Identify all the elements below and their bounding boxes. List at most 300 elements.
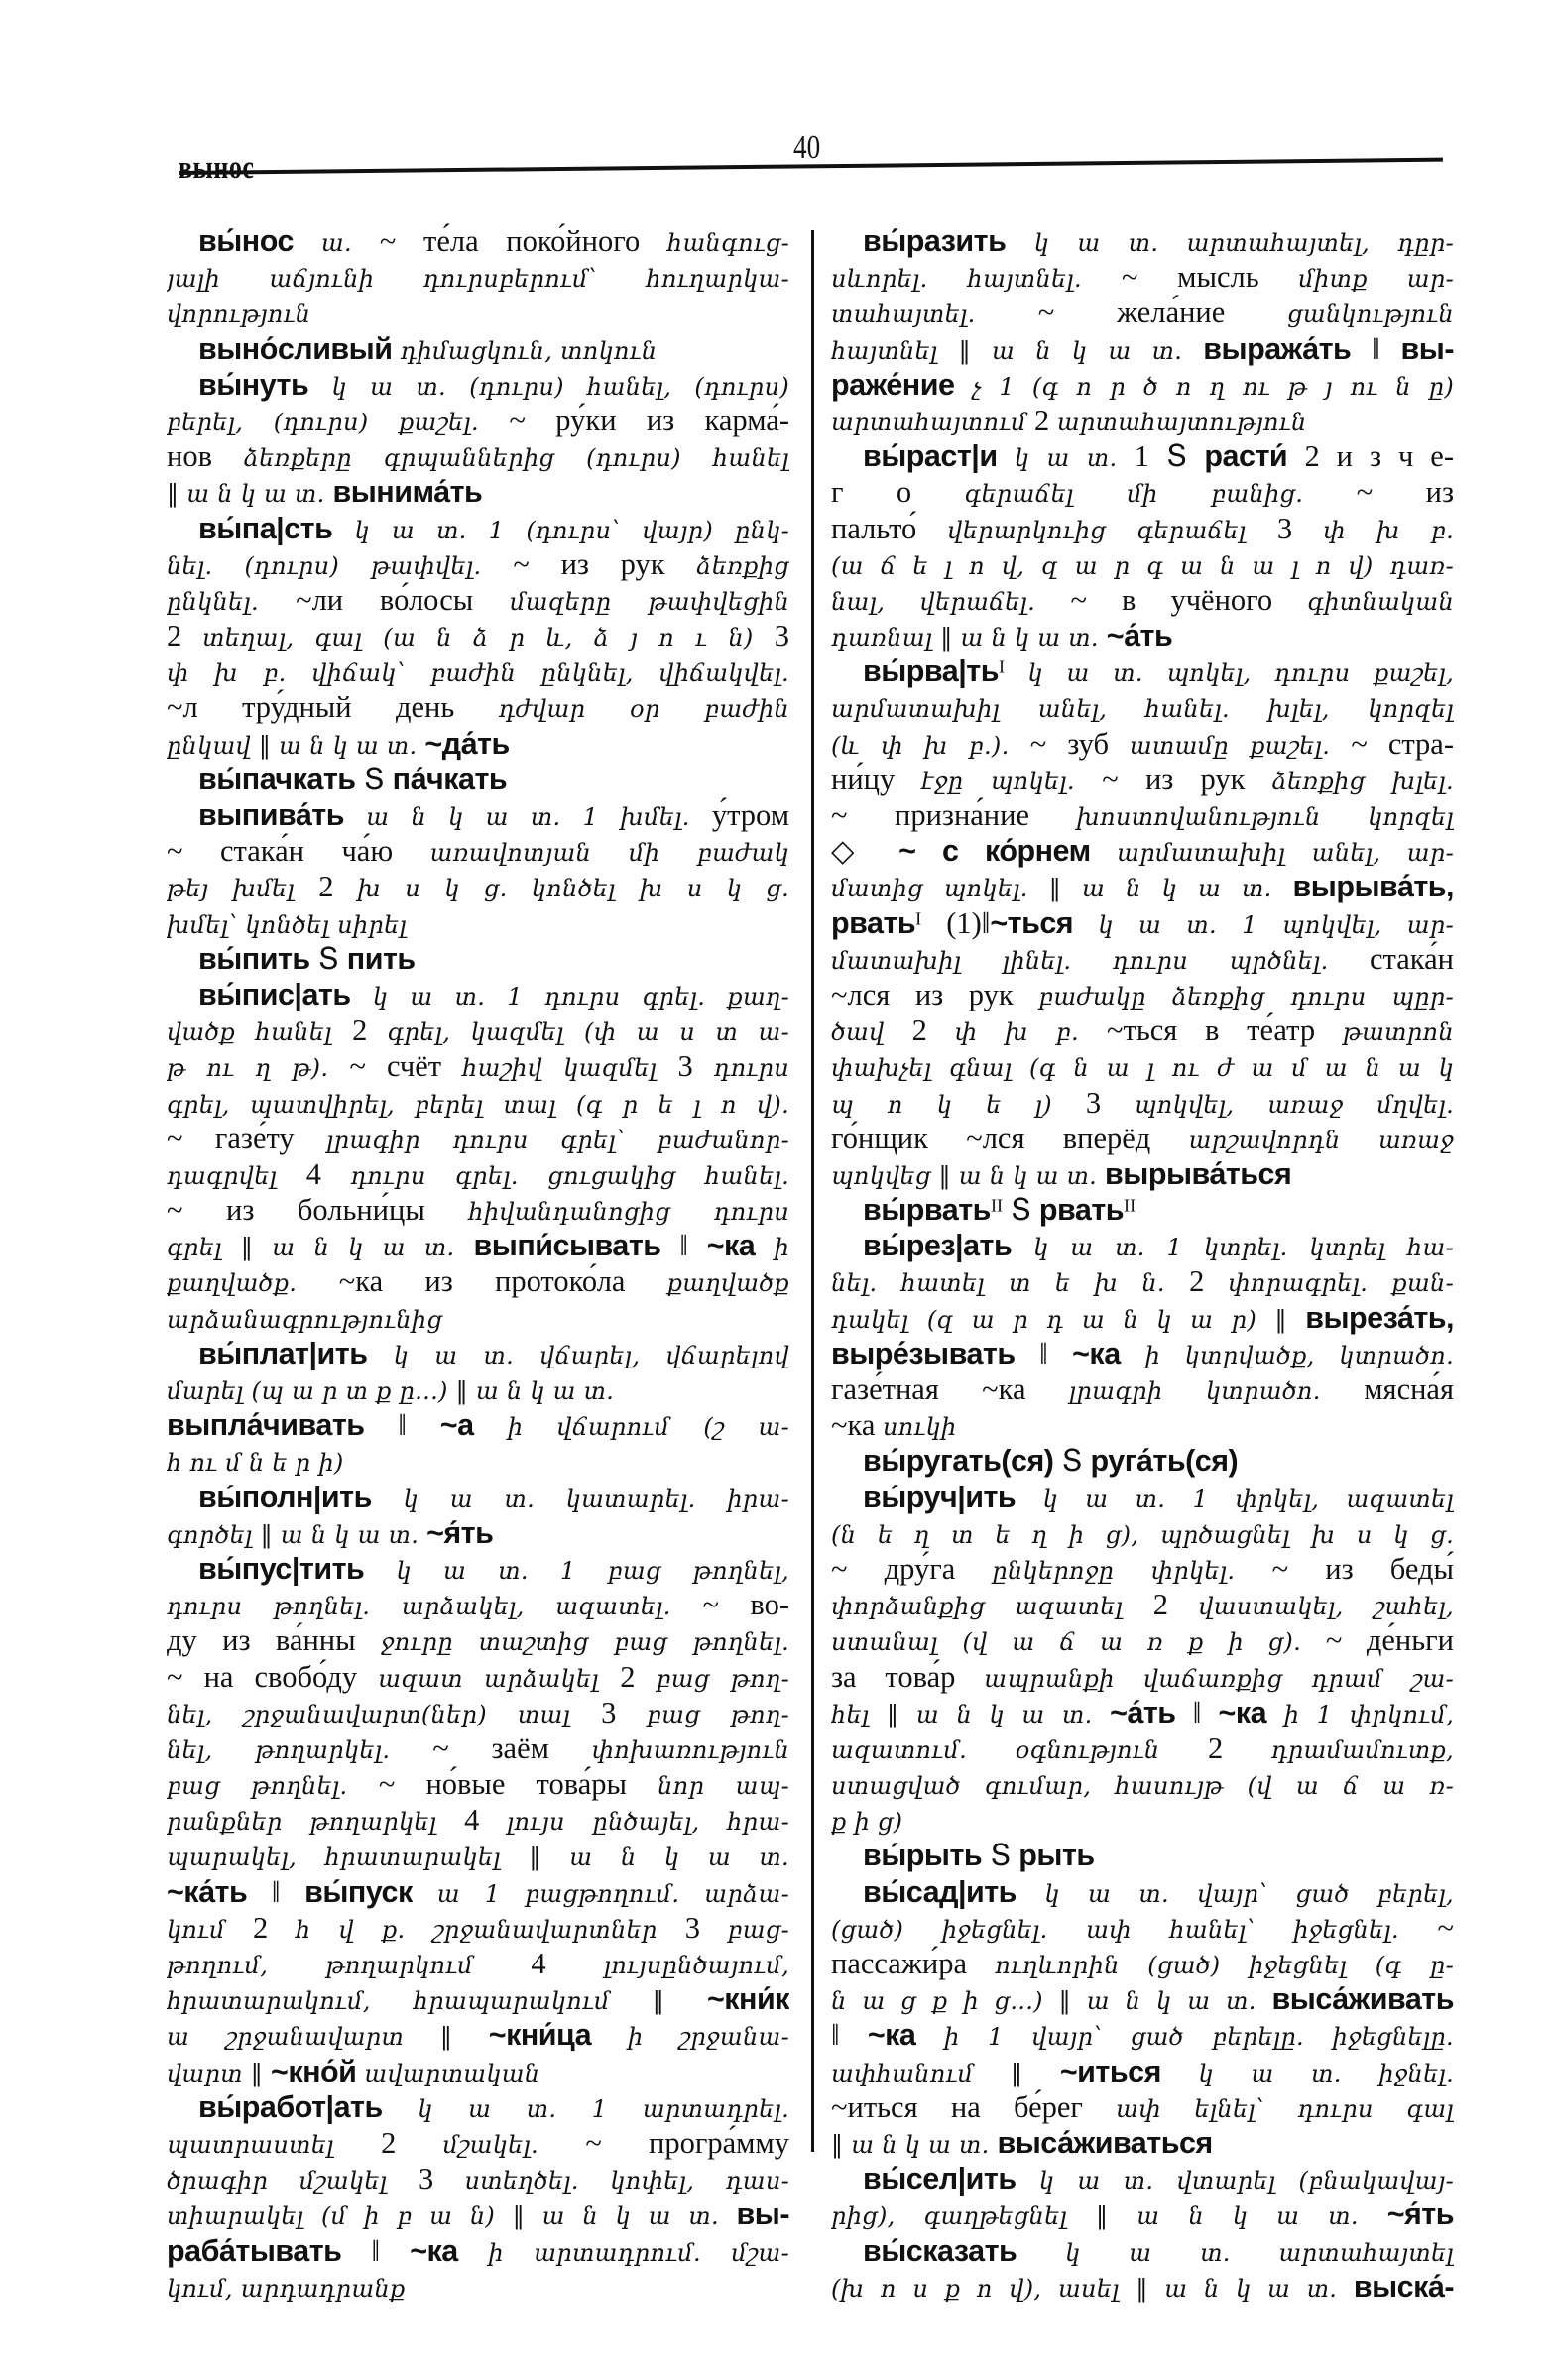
- armenian-gloss-text: էջը պոկել.: [921, 767, 1103, 795]
- dictionary-line: [167, 2017, 789, 2053]
- armenian-gloss-text: փորագրել. քան-: [1228, 1269, 1454, 1298]
- russian-text: ~ счёт: [349, 1049, 463, 1084]
- armenian-gloss-text: ավարտական: [364, 2059, 540, 2087]
- headword-text: ~кни́к: [706, 1982, 789, 2017]
- armenian-gloss-text: ի կտրվածք, կտրածո.: [1144, 1341, 1454, 1369]
- dictionary-line: [167, 546, 789, 582]
- russian-text: ~ на свобо́ду: [167, 1659, 379, 1694]
- dictionary-line: [167, 2054, 789, 2089]
- russian-text: ~ка: [831, 1408, 884, 1443]
- russian-text: 3: [418, 2162, 465, 2197]
- russian-text: ~ де́ньги: [1325, 1623, 1454, 1658]
- armenian-gloss-text: առավոտյան մի բաժակ: [429, 839, 789, 868]
- dictionary-line: [831, 546, 1454, 582]
- dictionary-line: [167, 2089, 789, 2125]
- russian-text: ~ во-: [702, 1588, 789, 1622]
- armenian-gloss-text: հայտնել ‖ ա ն կ ա տ.: [831, 336, 1204, 365]
- dictionary-line: [167, 941, 789, 977]
- armenian-gloss-text: ա ն կ ա տ. 1 խմել.: [366, 803, 712, 831]
- armenian-gloss-text: պոկվեց ‖ ա ն կ ա տ.: [831, 1161, 1106, 1190]
- armenian-gloss-text: արտահայտություն: [1056, 408, 1307, 436]
- armenian-gloss-text: ն ա ց ք ի ց...) ‖ ա ն կ ա տ.: [831, 1987, 1272, 2016]
- armenian-gloss-text: դիմացկուն, տոկուն: [400, 336, 658, 365]
- dictionary-line: [167, 2197, 789, 2232]
- russian-text: ~ програ́мму: [585, 2125, 789, 2160]
- dictionary-line: [167, 1946, 789, 1981]
- armenian-gloss-text: լրագրի կտրածո.: [1068, 1377, 1365, 1405]
- russian-text: Տ: [990, 1839, 1019, 1873]
- dictionary-line: [167, 1515, 789, 1551]
- dictionary-line: [167, 331, 789, 367]
- dictionary-line: [831, 618, 1454, 654]
- russian-text: 2 и з ч е-: [1304, 439, 1454, 474]
- russian-text: ‖: [660, 1229, 707, 1263]
- headword-text: вы́пуск: [304, 1874, 437, 1909]
- dictionary-line: [831, 1802, 1454, 1838]
- armenian-gloss-text: ծրագիր մշակել: [167, 2167, 419, 2196]
- armenian-gloss-text: թեյ խմել: [167, 875, 319, 903]
- dictionary-line: [831, 2017, 1454, 2053]
- dictionary-line: [167, 474, 789, 510]
- dictionary-line: [831, 438, 1454, 474]
- armenian-gloss-text: խոստովանություն կորզել: [1076, 803, 1454, 831]
- russian-text: Տ: [1061, 1444, 1091, 1479]
- russian-text: нов: [167, 439, 244, 474]
- armenian-gloss-text: ձեռքերը գրպաններից (դուրս) հանել: [243, 444, 789, 473]
- armenian-gloss-text: չ 1 (գ ո ր ծ ո ղ ու թ յ ու ն ը): [972, 372, 1454, 401]
- armenian-gloss-text: արմատախիլ անել, հանել. խլել, կորզել: [831, 695, 1454, 724]
- armenian-gloss-text: հ վ ք. շրջանավարտներ: [295, 1915, 685, 1944]
- headword-text: ~я́ть: [426, 1515, 494, 1550]
- headword-text: ~ка: [1072, 1336, 1145, 1370]
- headword-text: вы́рез|ать: [863, 1229, 1034, 1263]
- headword-text: выпи́сывать: [473, 1229, 661, 1263]
- dictionary-line: [167, 2269, 789, 2305]
- russian-text: 2: [252, 1910, 296, 1945]
- armenian-gloss-text: կ ա տ. 1 փրկել, ազատել: [1042, 1485, 1454, 1513]
- russian-text: ‖: [1351, 331, 1401, 366]
- dictionary-line: [167, 797, 789, 833]
- dictionary-line: [831, 2269, 1454, 2305]
- russian-text: 4: [531, 1947, 604, 1980]
- headword-text: рвать: [831, 905, 916, 940]
- dictionary-line: [831, 1371, 1454, 1407]
- armenian-gloss-text: ի արտադրում. մշա-: [488, 2238, 789, 2267]
- russian-text: ‖: [831, 2018, 868, 2053]
- armenian-gloss-text: գերաճել մի բանից.: [964, 480, 1357, 509]
- armenian-gloss-text: միտք ար-: [1298, 265, 1454, 294]
- armenian-gloss-text: լույսընծայում,: [603, 1952, 789, 1979]
- headword-text: выса́живаться: [997, 2125, 1213, 2160]
- armenian-gloss-text: (և փ խ բ.).: [831, 731, 1030, 760]
- armenian-gloss-text: ափ ելնել՝ դուրս գալ: [1116, 2094, 1454, 2123]
- dictionary-line: [167, 1695, 789, 1730]
- column-divider: [811, 230, 814, 2152]
- russian-text: ~: [1437, 1910, 1454, 1945]
- russian-text: ~ из беды́: [1271, 1551, 1454, 1586]
- armenian-gloss-text: բաժակը ձեռքից դուրս պըր-: [1038, 982, 1454, 1011]
- armenian-gloss-text: վածք հանել: [167, 1018, 353, 1047]
- armenian-gloss-text: բաց-: [727, 1915, 789, 1944]
- headword-text: вырыва́ться: [1105, 1156, 1292, 1191]
- armenian-gloss-text: դառնալ ‖ ա ն կ ա տ.: [831, 624, 1107, 653]
- russian-text: ~ из рук: [1102, 762, 1272, 796]
- dictionary-line: [831, 1838, 1454, 1873]
- dictionary-line: [167, 762, 789, 797]
- russian-text: за това́р: [831, 1659, 985, 1694]
- headword-text: вынима́ть: [332, 475, 483, 510]
- russian-text: 2: [318, 870, 358, 904]
- armenian-gloss-text: ուղևորին (ցած) իջեցնել (գ ը-: [995, 1952, 1454, 1979]
- russian-text: 3: [601, 1695, 648, 1729]
- russian-text: ~ газе́ту: [167, 1121, 327, 1155]
- dictionary-line: [831, 331, 1454, 367]
- armenian-gloss-text: ի: [774, 1234, 789, 1262]
- armenian-gloss-text: թ ու ղ թ).: [167, 1054, 350, 1083]
- dictionary-line: [167, 1659, 789, 1695]
- armenian-gloss-text: սուկի: [883, 1413, 957, 1442]
- russian-text: 4: [305, 1156, 351, 1191]
- armenian-gloss-text: դրամամուտք,: [1270, 1735, 1454, 1764]
- russian-text: 2: [167, 619, 203, 654]
- headword-text: вы́рыть: [863, 1839, 991, 1873]
- dictionary-line: [831, 1981, 1454, 2017]
- russian-text: 3: [1085, 1085, 1135, 1120]
- armenian-gloss-text: կ ա տ. 1 դուրս գրել. քաղ-: [372, 982, 789, 1011]
- armenian-gloss-text: տիարակել (մ ի բ ա ն) ‖ ա ն կ ա տ.: [167, 2202, 737, 2231]
- armenian-gloss-text: դուրս: [713, 1054, 789, 1083]
- dictionary-line: [167, 1622, 789, 1658]
- armenian-gloss-text: ազատում. օգնություն: [831, 1735, 1209, 1764]
- armenian-gloss-text: դուրս թողնել. արձակել, ազատել.: [167, 1593, 703, 1621]
- armenian-gloss-text: նել. (դուրս) թափվել.: [167, 551, 514, 580]
- armenian-gloss-text: պ ո կ ե լ): [831, 1090, 1086, 1119]
- dictionary-line: [831, 869, 1454, 904]
- russian-text: ~л тру́дный день: [167, 690, 499, 725]
- armenian-gloss-text: պոկվել, առաջ մղվել.: [1134, 1090, 1454, 1119]
- headword-text: вы́пис|ать: [198, 977, 373, 1012]
- dictionary-line: [831, 977, 1454, 1012]
- dictionary-line: [831, 1587, 1454, 1622]
- dictionary-line: [831, 2233, 1454, 2269]
- armenian-gloss-text: ա 1 բացթողում. արձա-: [436, 1879, 789, 1908]
- armenian-gloss-text: խմել՝ կոնծել սիրել: [167, 910, 408, 939]
- armenian-gloss-text: արտահայտում: [831, 408, 1034, 436]
- headword-text: ~а́ть: [1106, 619, 1173, 654]
- armenian-gloss-text: կում: [167, 1915, 253, 1944]
- headword-text: вы́пачкать: [198, 762, 364, 796]
- armenian-gloss-text: կ ա տ.: [1014, 444, 1135, 473]
- headword-text: вы́па|сть: [198, 511, 355, 545]
- headword-text: выража́ть: [1203, 331, 1352, 366]
- armenian-gloss-text: ապրանքի վաճառքից դրամ շա-: [984, 1664, 1454, 1693]
- armenian-gloss-text: փ խ բ.: [1323, 516, 1454, 544]
- dictionary-line: [167, 438, 789, 474]
- dictionary-line: [167, 1766, 789, 1802]
- armenian-gloss-text: ա շրջանավարտ ‖: [167, 2023, 489, 2052]
- armenian-gloss-text: կ ա տ. արտահայտել, դըր-: [1033, 229, 1454, 257]
- dictionary-line: [167, 1300, 789, 1336]
- armenian-gloss-text: ի վճարում (շ ա-: [507, 1413, 789, 1442]
- russian-text: 3: [677, 1049, 714, 1084]
- dictionary-line: [167, 1336, 789, 1371]
- dictionary-line: [831, 1515, 1454, 1551]
- russian-text: ‖: [1175, 1695, 1219, 1729]
- russian-text: ~ка из протоко́ла: [338, 1264, 667, 1299]
- headword-text: ~ка: [867, 2018, 945, 2053]
- headword-text: вы́сел|ить: [863, 2162, 1039, 2197]
- headword-text: выре́зывать: [831, 1336, 1016, 1370]
- russian-text: го́нщик ~лся вперёд: [831, 1121, 1189, 1155]
- russian-text: пальто́: [831, 511, 948, 545]
- armenian-gloss-text: քաղվածք.: [167, 1269, 339, 1298]
- headword-text: ~кни́ца: [488, 2018, 628, 2053]
- armenian-gloss-text: կ ա տ. վտարել (բնակավայ-: [1038, 2167, 1454, 2196]
- headword-text: ~ка: [1218, 1695, 1284, 1729]
- headword-text: вы́сад|ить: [863, 1874, 1045, 1909]
- russian-text: ~ призна́ние: [831, 798, 1077, 832]
- headword-text: вы́работ|ать: [198, 2089, 419, 2124]
- dictionary-line: [831, 367, 1454, 403]
- armenian-gloss-text: ‖ ա ն կ ա տ.: [831, 2130, 998, 2159]
- armenian-gloss-text: արձանագրությունից: [167, 1305, 443, 1334]
- dictionary-line: [167, 1551, 789, 1587]
- armenian-gloss-text: գրել, պատվիրել, բերել տալ (գ ր ե լ ո վ).: [167, 1090, 789, 1119]
- dictionary-line: [831, 1622, 1454, 1658]
- headword-text: ~ка: [706, 1229, 775, 1263]
- dictionary-line: [167, 511, 789, 546]
- dictionary-line: [831, 1300, 1454, 1336]
- armenian-gloss-text: րից), գաղթեցնել ‖ ա ն կ ա տ.: [831, 2202, 1387, 2231]
- russian-text: ‖: [247, 1874, 305, 1909]
- russian-text: ᴵ (1)‖: [915, 905, 991, 940]
- dictionary-line: [831, 295, 1454, 330]
- headword-text: ~ с ко́рнем: [898, 834, 1118, 869]
- armenian-gloss-text: կ ա տ. 1 բաց թողնել,: [396, 1556, 789, 1585]
- russian-text: мясна́я: [1364, 1372, 1454, 1406]
- dictionary-line: [167, 1407, 789, 1443]
- dictionary-line: [167, 1587, 789, 1622]
- armenian-gloss-text: ընկնել.: [167, 587, 297, 616]
- armenian-gloss-text: ստացված գումար, հասույթ (վ ա ճ ա ռ-: [831, 1772, 1454, 1801]
- armenian-gloss-text: կ ա տ. 1 պոկվել, ար-: [1098, 910, 1454, 939]
- dictionary-line: [831, 1910, 1454, 1946]
- dictionary-line: [167, 1371, 789, 1407]
- armenian-gloss-text: փ խ բ. վիճակ՝ բաժին ընկնել, վիճակվել.: [167, 659, 789, 688]
- dictionary-line: [167, 582, 789, 618]
- dictionary-line: [167, 367, 789, 403]
- armenian-gloss-text: լրագիր դուրս գրել՝ բաժանոր-: [326, 1126, 789, 1154]
- armenian-gloss-text: գործել ‖ ա ն կ ա տ.: [167, 1520, 427, 1549]
- headword-text: вы-: [736, 2198, 789, 2232]
- armenian-gloss-text: կ ա տ. 1 կտրել. կտրել հա-: [1033, 1234, 1454, 1262]
- headword-text: па́чкать: [392, 762, 508, 796]
- russian-text: ~ зуб: [1029, 726, 1130, 761]
- armenian-gloss-text: յալի աճյունի դուրսբերում՝ հուղարկա-: [167, 265, 789, 294]
- armenian-gloss-text: տահայտել.: [831, 300, 1038, 329]
- russian-text: 2: [381, 2125, 443, 2160]
- russian-text: 2: [1189, 1264, 1229, 1299]
- dictionary-line: [831, 582, 1454, 618]
- headword-text: пить: [346, 941, 416, 976]
- russian-text: ~ те́ла поко́йного: [379, 224, 667, 258]
- headword-text: вы́пус|тить: [198, 1551, 397, 1586]
- armenian-gloss-text: տեղալ, գալ (ա ն ձ ր և, ձ յ ո ւ ն): [202, 624, 775, 653]
- armenian-gloss-text: մատից պոկել. ‖ ա ն կ ա տ.: [831, 875, 1293, 903]
- headword-text: выска́-: [1353, 2269, 1454, 2304]
- armenian-gloss-text: բաց թողնել.: [167, 1772, 379, 1801]
- russian-text: стака́н: [1370, 941, 1454, 976]
- armenian-gloss-text: կ ա տ. կատարել. իրա-: [403, 1485, 789, 1513]
- armenian-gloss-text: ձեռքից: [696, 551, 789, 580]
- russian-text: ~ жела́ние: [1037, 296, 1288, 330]
- headword-text: ~ка: [410, 2233, 489, 2268]
- armenian-gloss-text: կ ա տ. (դուրս) հանել, (դուրս): [331, 372, 789, 401]
- dictionary-line: [831, 2089, 1454, 2125]
- armenian-gloss-text: գիտնական: [1307, 587, 1454, 616]
- dictionary-line: [831, 2125, 1454, 2161]
- dictionary-line: [167, 1192, 789, 1228]
- armenian-gloss-text: կ ա տ. պոկել, դուրս քաշել,: [1027, 659, 1454, 688]
- russian-text: ‖: [1015, 1336, 1073, 1370]
- armenian-gloss-text: պատրաստել: [167, 2130, 382, 2159]
- dictionary-line: [831, 1048, 1454, 1084]
- russian-text: 2: [1208, 1730, 1271, 1765]
- running-head: вынос: [179, 149, 255, 185]
- headword-text: выпива́ть: [198, 798, 367, 832]
- dictionary-line: [167, 259, 789, 295]
- armenian-gloss-text: ստեղծել. կոփել, դաս-: [464, 2167, 789, 2196]
- dictionary-line: [167, 2125, 789, 2161]
- headword-text: вы́раст|и: [863, 439, 1015, 474]
- armenian-gloss-text: մատախիլ լինել. դուրս պրծնել.: [831, 946, 1370, 975]
- russian-text: 1 Տ: [1134, 439, 1205, 474]
- headword-text: вы́ругать(ся): [863, 1444, 1062, 1479]
- headword-text: выно́сливый: [198, 331, 401, 366]
- armenian-gloss-text: րանքներ թողարկել: [167, 1808, 465, 1837]
- russian-text: 3: [774, 619, 789, 654]
- russian-text: ~ ру́ки из карма́-: [509, 403, 789, 437]
- armenian-gloss-text: նել, թողարկել.: [167, 1735, 433, 1764]
- dictionary-line: [167, 1480, 789, 1515]
- armenian-gloss-text: լույս ընծայել, հրա-: [506, 1808, 789, 1837]
- armenian-gloss-text: ի 1 վայր՝ ցած բերելը. իջեցնելը.: [944, 2023, 1454, 2052]
- headword-text: вы́нуть: [198, 367, 332, 402]
- armenian-gloss-text: հել ‖ ա ն կ ա տ.: [831, 1700, 1111, 1728]
- russian-text: газе́тная ~ка: [831, 1372, 1069, 1406]
- dictionary-line: [831, 1336, 1454, 1371]
- dictionary-line: [167, 1802, 789, 1838]
- russian-text: ~ но́вые това́ры: [378, 1767, 658, 1802]
- headword-text: вы́нос: [198, 224, 321, 258]
- russian-text: Տ: [363, 762, 393, 796]
- headword-text: рвать: [1038, 1193, 1125, 1228]
- dictionary-line: [831, 2161, 1454, 2197]
- armenian-gloss-text: ափհանում ‖: [831, 2059, 1060, 2087]
- headword-text: вы́рва|ть: [863, 654, 999, 689]
- dictionary-line: [167, 2233, 789, 2269]
- headword-text: вырыва́ть,: [1292, 870, 1454, 904]
- dictionary-line: [831, 223, 1454, 259]
- headword-text: ~ка́ть: [167, 1874, 248, 1909]
- russian-text: ~ из рук: [513, 546, 697, 581]
- dictionary-line: [167, 1085, 789, 1121]
- armenian-gloss-text: ա.: [320, 229, 380, 257]
- russian-text: Տ: [317, 941, 347, 976]
- dictionary-line: [167, 1121, 789, 1156]
- armenian-gloss-text: (խ ո ս ք ո վ), ասել ‖ ա ն կ ա տ.: [831, 2274, 1354, 2303]
- dictionary-line: [167, 833, 789, 869]
- dictionary-line: [167, 618, 789, 654]
- dictionary-line: [831, 1443, 1454, 1479]
- dictionary-line: [167, 1156, 789, 1192]
- armenian-gloss-text: ի 1 փրկում,: [1283, 1700, 1454, 1728]
- russian-text: ~ стра-: [1351, 726, 1454, 761]
- dictionary-line: [167, 1838, 789, 1873]
- dictionary-line: [167, 1730, 789, 1766]
- dictionary-line: [831, 2054, 1454, 2089]
- dictionary-line: [831, 1121, 1454, 1156]
- russian-text: ᴵᴵ Տ: [990, 1193, 1039, 1228]
- headword-text: руга́ть(ся): [1090, 1444, 1239, 1479]
- armenian-gloss-text: փախչել գնալ (գ ն ա լ ու ժ ա մ ա ն ա կ: [831, 1054, 1454, 1083]
- dictionary-line: [831, 941, 1454, 977]
- russian-text: ~ в учёного: [1070, 582, 1308, 617]
- dictionary-line: [167, 295, 789, 330]
- armenian-gloss-text: ընկավ ‖ ա ն կ ա տ.: [167, 731, 425, 760]
- armenian-gloss-text: ծավ: [831, 1018, 912, 1047]
- russian-text: 2: [1033, 403, 1057, 437]
- armenian-gloss-text: հաշիվ կազմել: [462, 1054, 678, 1083]
- armenian-gloss-text: մարել (պ ա ր տ ք ը...) ‖ ա ն կ ա տ.: [167, 1377, 615, 1405]
- armenian-gloss-text: նոր ապ-: [658, 1772, 789, 1801]
- dictionary-line: [831, 797, 1454, 833]
- dictionary-line: [167, 1012, 789, 1048]
- headword-text: ~ться: [990, 905, 1099, 940]
- russian-text: ду из ва́нны: [167, 1623, 382, 1658]
- dictionary-line: [831, 474, 1454, 510]
- headword-text: расти́: [1204, 439, 1305, 474]
- headword-text: раба́тывать: [167, 2233, 342, 2268]
- headword-text: выпла́чивать: [167, 1408, 365, 1443]
- headword-text: ~кно́й: [271, 2054, 365, 2088]
- dictionary-line: [831, 905, 1454, 941]
- russian-text: ~ли во́лосы: [296, 582, 511, 617]
- dictionary-line: [167, 1228, 789, 1263]
- headword-text: выреза́ть,: [1305, 1300, 1454, 1335]
- armenian-gloss-text: դժվար օր բաժին: [498, 695, 789, 724]
- dictionary-line: [167, 726, 789, 762]
- dictionary-line: [831, 1695, 1454, 1730]
- armenian-gloss-text: արշավորդն առաջ: [1188, 1126, 1454, 1154]
- dictionary-line: [167, 2161, 789, 2197]
- headword-text: ~я́ть: [1386, 2198, 1454, 2232]
- russian-text: ‖: [364, 1408, 440, 1443]
- armenian-gloss-text: վաստակել, շահել,: [1198, 1593, 1454, 1621]
- armenian-gloss-text: կ ա տ. իջնել.: [1198, 2059, 1454, 2087]
- right-column: [831, 223, 1454, 2305]
- russian-text: 2: [911, 1013, 955, 1048]
- armenian-gloss-text: ‖ ա ն կ ա տ.: [167, 480, 333, 509]
- armenian-gloss-text: բաց թող-: [656, 1664, 789, 1693]
- dictionary-line: [167, 654, 789, 689]
- headword-text: вы́полн|ить: [198, 1480, 404, 1514]
- armenian-gloss-text: ստանալ (վ ա ճ ա ռ ք ի ց).: [831, 1628, 1326, 1657]
- russian-text: ‖: [341, 2233, 411, 2268]
- armenian-gloss-text: մազերը թափվեցին: [510, 587, 789, 616]
- armenian-gloss-text: փ խ բ.: [954, 1018, 1107, 1047]
- headword-text: вы́разить: [863, 224, 1034, 258]
